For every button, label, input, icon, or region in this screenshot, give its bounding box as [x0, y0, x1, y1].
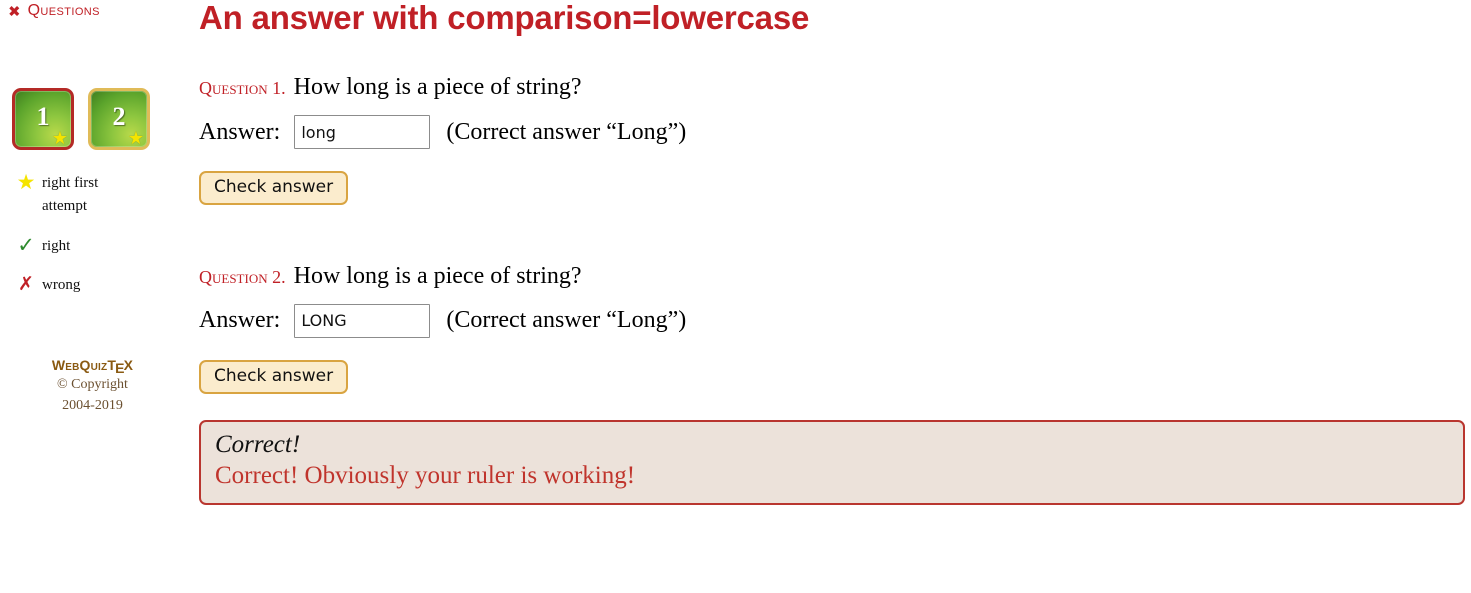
sidebar	[0, 0, 185, 593]
legend-label: right first attempt	[42, 175, 99, 215]
section-spacer	[185, 205, 1471, 263]
brand-logo	[0, 355, 185, 375]
question-text: How long is a piece of string?	[293, 74, 582, 101]
answer-input-1[interactable]	[294, 115, 430, 149]
sidebar-title: Questions	[27, 2, 100, 20]
question-text: How long is a piece of string?	[293, 262, 582, 289]
answer-label: Answer:	[199, 307, 281, 334]
answer-label: Answer:	[199, 118, 281, 145]
question-button-number: 2	[112, 102, 126, 131]
legend-label: right	[42, 237, 71, 254]
check-icon: ✓	[17, 232, 35, 257]
main-content	[185, 0, 1471, 505]
legend-label: wrong	[42, 276, 81, 293]
sidebar-header	[8, 2, 100, 20]
star-icon: ★	[16, 170, 36, 194]
feedback-body: Correct! Obviously your ruler is working!	[215, 462, 636, 490]
question-button-1[interactable]	[12, 88, 74, 150]
check-answer-button-2[interactable]: Check answer	[199, 360, 348, 394]
brand-tex-x: X	[123, 357, 134, 373]
sidebar-footer	[0, 355, 185, 416]
cross-mark-icon[interactable]: ✖	[8, 2, 21, 21]
brand-name: WebQuiz	[51, 357, 108, 373]
legend-item	[10, 274, 180, 297]
check-answer-button-1[interactable]: Check answer	[199, 171, 348, 205]
brand-tex-t: T	[107, 357, 117, 373]
legend	[10, 172, 180, 313]
brand-tex-e: E	[115, 360, 125, 376]
legend-item	[10, 172, 180, 219]
copyright-line: © Copyright	[57, 377, 128, 393]
copyright-years: 2004-2019	[62, 397, 123, 413]
feedback-title: Correct!	[215, 430, 301, 458]
page-title: An answer with comparison=lowercase	[199, 0, 810, 36]
question-button-2[interactable]	[88, 88, 150, 150]
answer-input-2[interactable]	[294, 304, 430, 338]
question-label: Question 1.	[199, 78, 286, 99]
star-icon: ★	[51, 128, 68, 149]
correct-answer-note: (Correct answer “Long”)	[446, 307, 687, 334]
question-block-2	[185, 263, 1471, 394]
question-block-1	[185, 74, 1471, 205]
answer-line	[199, 304, 1471, 338]
question-line	[199, 74, 1471, 101]
question-navigation	[12, 88, 150, 150]
answer-line	[199, 115, 1471, 149]
question-line	[199, 263, 1471, 290]
feedback-panel	[199, 420, 1465, 506]
question-button-number: 1	[36, 102, 50, 131]
correct-answer-note: (Correct answer “Long”)	[446, 118, 687, 145]
legend-item	[10, 232, 180, 258]
star-icon: ★	[127, 128, 144, 149]
cross-icon: ✗	[18, 272, 34, 295]
question-label: Question 2.	[199, 266, 286, 287]
